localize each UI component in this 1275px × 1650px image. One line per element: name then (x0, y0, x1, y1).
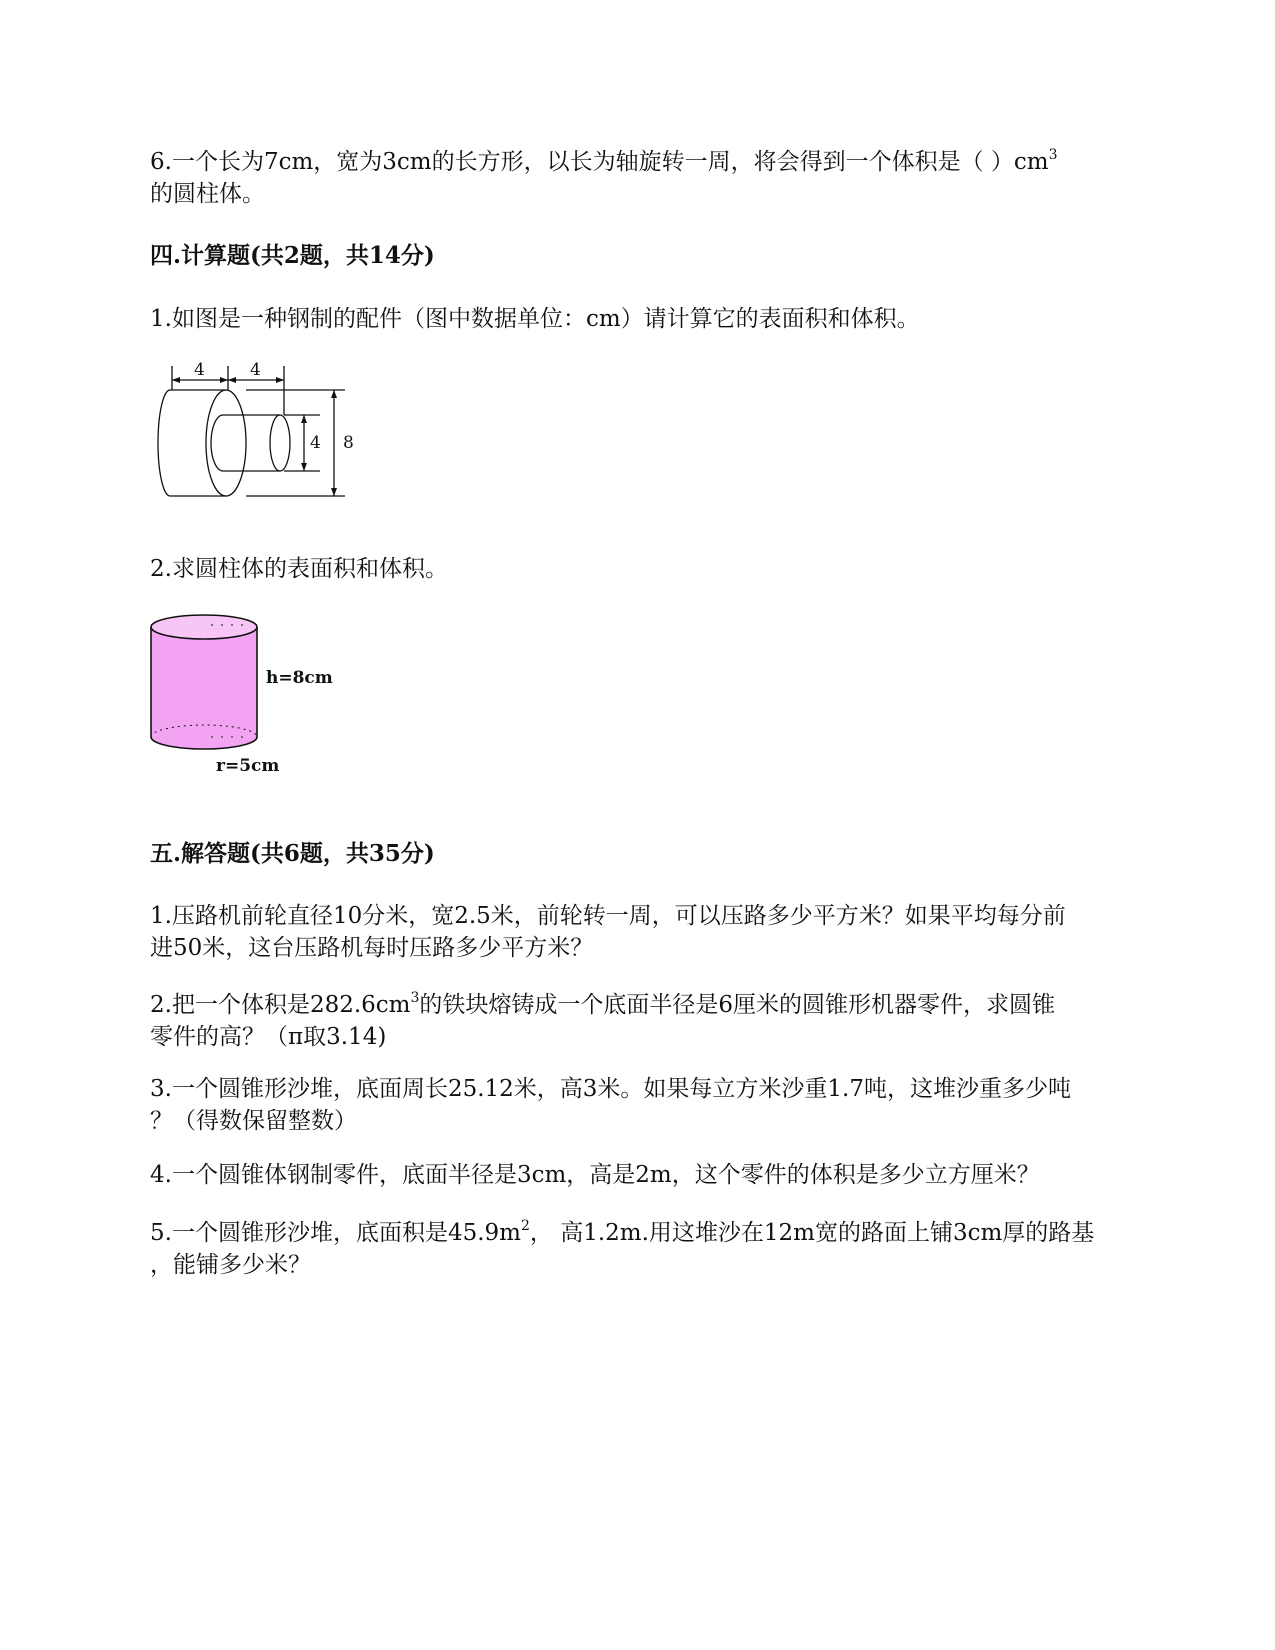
inner-cylinder-back (211, 415, 223, 471)
question-5-5 (150, 1217, 1125, 1281)
cylinder-figure (150, 610, 350, 782)
question-3-6 (150, 146, 1125, 210)
question-text: 6.一个长为7cm，宽为3cm的长方形，以长为轴旋转一周，将会得到一个体积是（ ）cm (150, 149, 1049, 175)
question-line: 3.一个圆锥形沙堆，底面周长25.12米，高3米。如果每立方米沙重1.7吨，这堆沙重多少吨 (150, 1076, 1071, 1102)
superscript: 2 (520, 1218, 530, 1234)
question-4-2: 2.求圆柱体的表面积和体积。 (150, 556, 448, 582)
question-5-1 (150, 900, 1125, 964)
question-text-tail: 的圆柱体。 (150, 181, 265, 207)
cylinder-top-face (151, 615, 257, 639)
question-4-1: 1.如图是一种钢制的配件（图中数据单位：cm）请计算它的表面积和体积。 (150, 306, 920, 332)
section-heading-5: 五.解答题(共6题，共35分) (150, 840, 435, 867)
inner-cylinder-face (270, 415, 290, 471)
question-line: ，能铺多少米？ (150, 1252, 311, 1278)
question-line: 1.压路机前轮直径10分米，宽2.5米，前轮转一周，可以压路多少平方米？如果平均每分前 (150, 903, 1066, 929)
dim-label-outer-diameter: 8 (343, 433, 354, 453)
dim-label-right-width: 4 (250, 360, 261, 380)
question-line: 零件的高？（π取3.14) (150, 1024, 387, 1050)
dim-label-left-width: 4 (194, 360, 205, 380)
inner-cylinder-edges (223, 415, 280, 471)
question-5-3 (150, 1073, 1125, 1137)
dim-label-inner-diameter: 4 (310, 433, 321, 453)
cylinder-body (151, 627, 257, 737)
steel-part-figure (150, 358, 370, 503)
question-line: ？（得数保留整数） (150, 1108, 357, 1134)
question-text-cont: ， 高1.2m.用这堆沙在12m宽的路面上铺3cm厚的路基 (529, 1220, 1095, 1246)
question-text-cont: 的铁块熔铸成一个底面半径是6厘米的圆锥形机器零件，求圆锥 (419, 992, 1056, 1018)
question-text: 2.把一个体积是282.6cm (150, 992, 411, 1018)
outer-cylinder-left-end (158, 390, 170, 496)
superscript: 3 (1048, 147, 1058, 163)
outer-cylinder-face (206, 390, 246, 496)
superscript: 3 (410, 990, 420, 1006)
question-5-4: 4.一个圆锥体钢制零件，底面半径是3cm，高是2m，这个零件的体积是多少立方厘米？ (150, 1162, 1040, 1188)
radius-label: r=5cm (216, 756, 280, 776)
height-label: h=8cm (266, 668, 333, 688)
question-5-2 (150, 989, 1125, 1053)
question-line: 进50米，这台压路机每时压路多少平方米？ (150, 935, 594, 961)
question-text: 5.一个圆锥形沙堆，底面积是45.9m (150, 1220, 521, 1246)
section-heading-4: 四.计算题(共2题，共14分) (150, 242, 435, 269)
